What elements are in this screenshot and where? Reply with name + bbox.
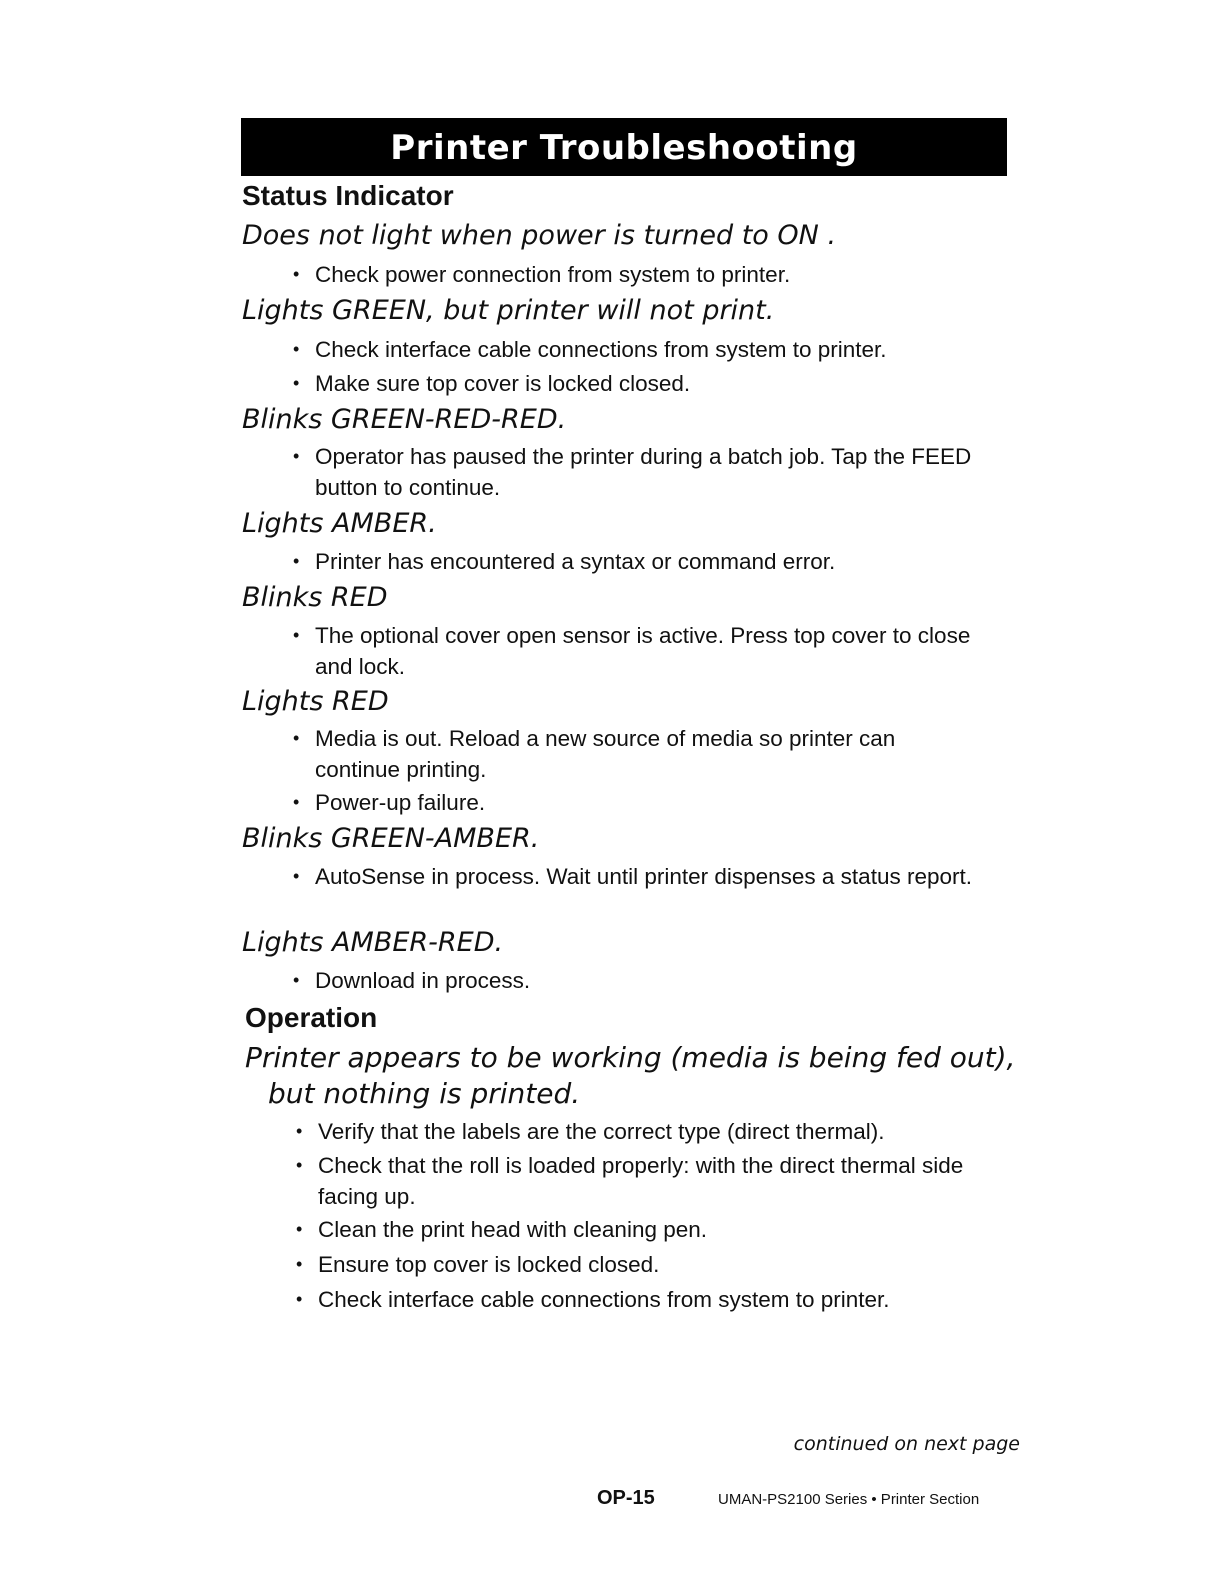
bullet-dot-icon: • <box>293 446 300 466</box>
condition-no-light: Does not light when power is turned to ON . <box>242 220 837 251</box>
bullet-dot-icon: • <box>293 551 300 571</box>
list-item: • Check interface cable connections from system to printer. <box>293 334 1013 365</box>
list-item: • Verify that the labels are the correct type (direct thermal). <box>296 1116 1016 1147</box>
bullet-dot-icon: • <box>296 1121 303 1141</box>
condition-printer-working-line2: but nothing is printed. <box>268 1077 581 1110</box>
bullet-dot-icon: • <box>293 866 300 886</box>
condition-lights-amber-red: Lights AMBER-RED. <box>242 927 504 958</box>
list-item: • Media is out. Reload a new source of media so printer can continue printing. <box>293 723 983 785</box>
bullet-dot-icon: • <box>296 1219 303 1239</box>
bullet-dot-icon: • <box>296 1155 303 1175</box>
bullet-dot-icon: • <box>293 625 300 645</box>
list-item: • Make sure top cover is locked closed. <box>293 368 1013 399</box>
bullet-dot-icon: • <box>293 373 300 393</box>
condition-printer-working-line1: Printer appears to be working (media is being fed out), <box>245 1041 1016 1074</box>
list-item: • Check interface cable connections from system to printer. <box>296 1284 1016 1315</box>
list-item: • Download in process. <box>293 965 1013 996</box>
section-heading-status-indicator: Status Indicator <box>242 180 454 211</box>
list-item: • Ensure top cover is locked closed. <box>296 1249 1016 1280</box>
condition-lights-amber: Lights AMBER. <box>242 508 437 539</box>
bullet-dot-icon: • <box>293 970 300 990</box>
list-item: • Clean the print head with cleaning pen. <box>296 1214 1016 1245</box>
condition-blinks-green-red-red: Blinks GREEN-RED-RED. <box>242 404 567 435</box>
bullet-dot-icon: • <box>296 1254 303 1274</box>
bullet-dot-icon: • <box>293 728 300 748</box>
bullet-dot-icon: • <box>293 792 300 812</box>
page-number: OP-15 <box>597 1487 655 1509</box>
condition-blinks-red: Blinks RED <box>242 582 388 613</box>
continued-note: continued on next page <box>793 1433 1020 1455</box>
list-item: • Operator has paused the printer during a batch job. Tap the FEED button to continue. <box>293 441 993 503</box>
list-item: • Check that the roll is loaded properly: with the direct thermal side facing up. <box>296 1150 1006 1212</box>
bullet-dot-icon: • <box>293 339 300 359</box>
page-title: Printer Troubleshooting <box>241 118 1007 176</box>
manual-reference: UMAN-PS2100 Series • Printer Section <box>718 1491 980 1508</box>
bullet-dot-icon: • <box>293 264 300 284</box>
list-item: • Check power connection from system to printer. <box>293 259 1013 290</box>
condition-lights-green: Lights GREEN, but printer will not print. <box>242 295 775 326</box>
list-item: • Printer has encountered a syntax or command error. <box>293 546 1013 577</box>
condition-lights-red: Lights RED <box>242 686 389 717</box>
list-item: • The optional cover open sensor is active. Press top cover to close and lock. <box>293 620 1003 682</box>
section-heading-operation: Operation <box>245 1002 378 1033</box>
condition-blinks-green-amber: Blinks GREEN-AMBER. <box>242 823 540 854</box>
bullet-dot-icon: • <box>296 1289 303 1309</box>
list-item: • Power-up failure. <box>293 787 1013 818</box>
list-item: • AutoSense in process. Wait until printer dispenses a status report. <box>293 861 993 892</box>
